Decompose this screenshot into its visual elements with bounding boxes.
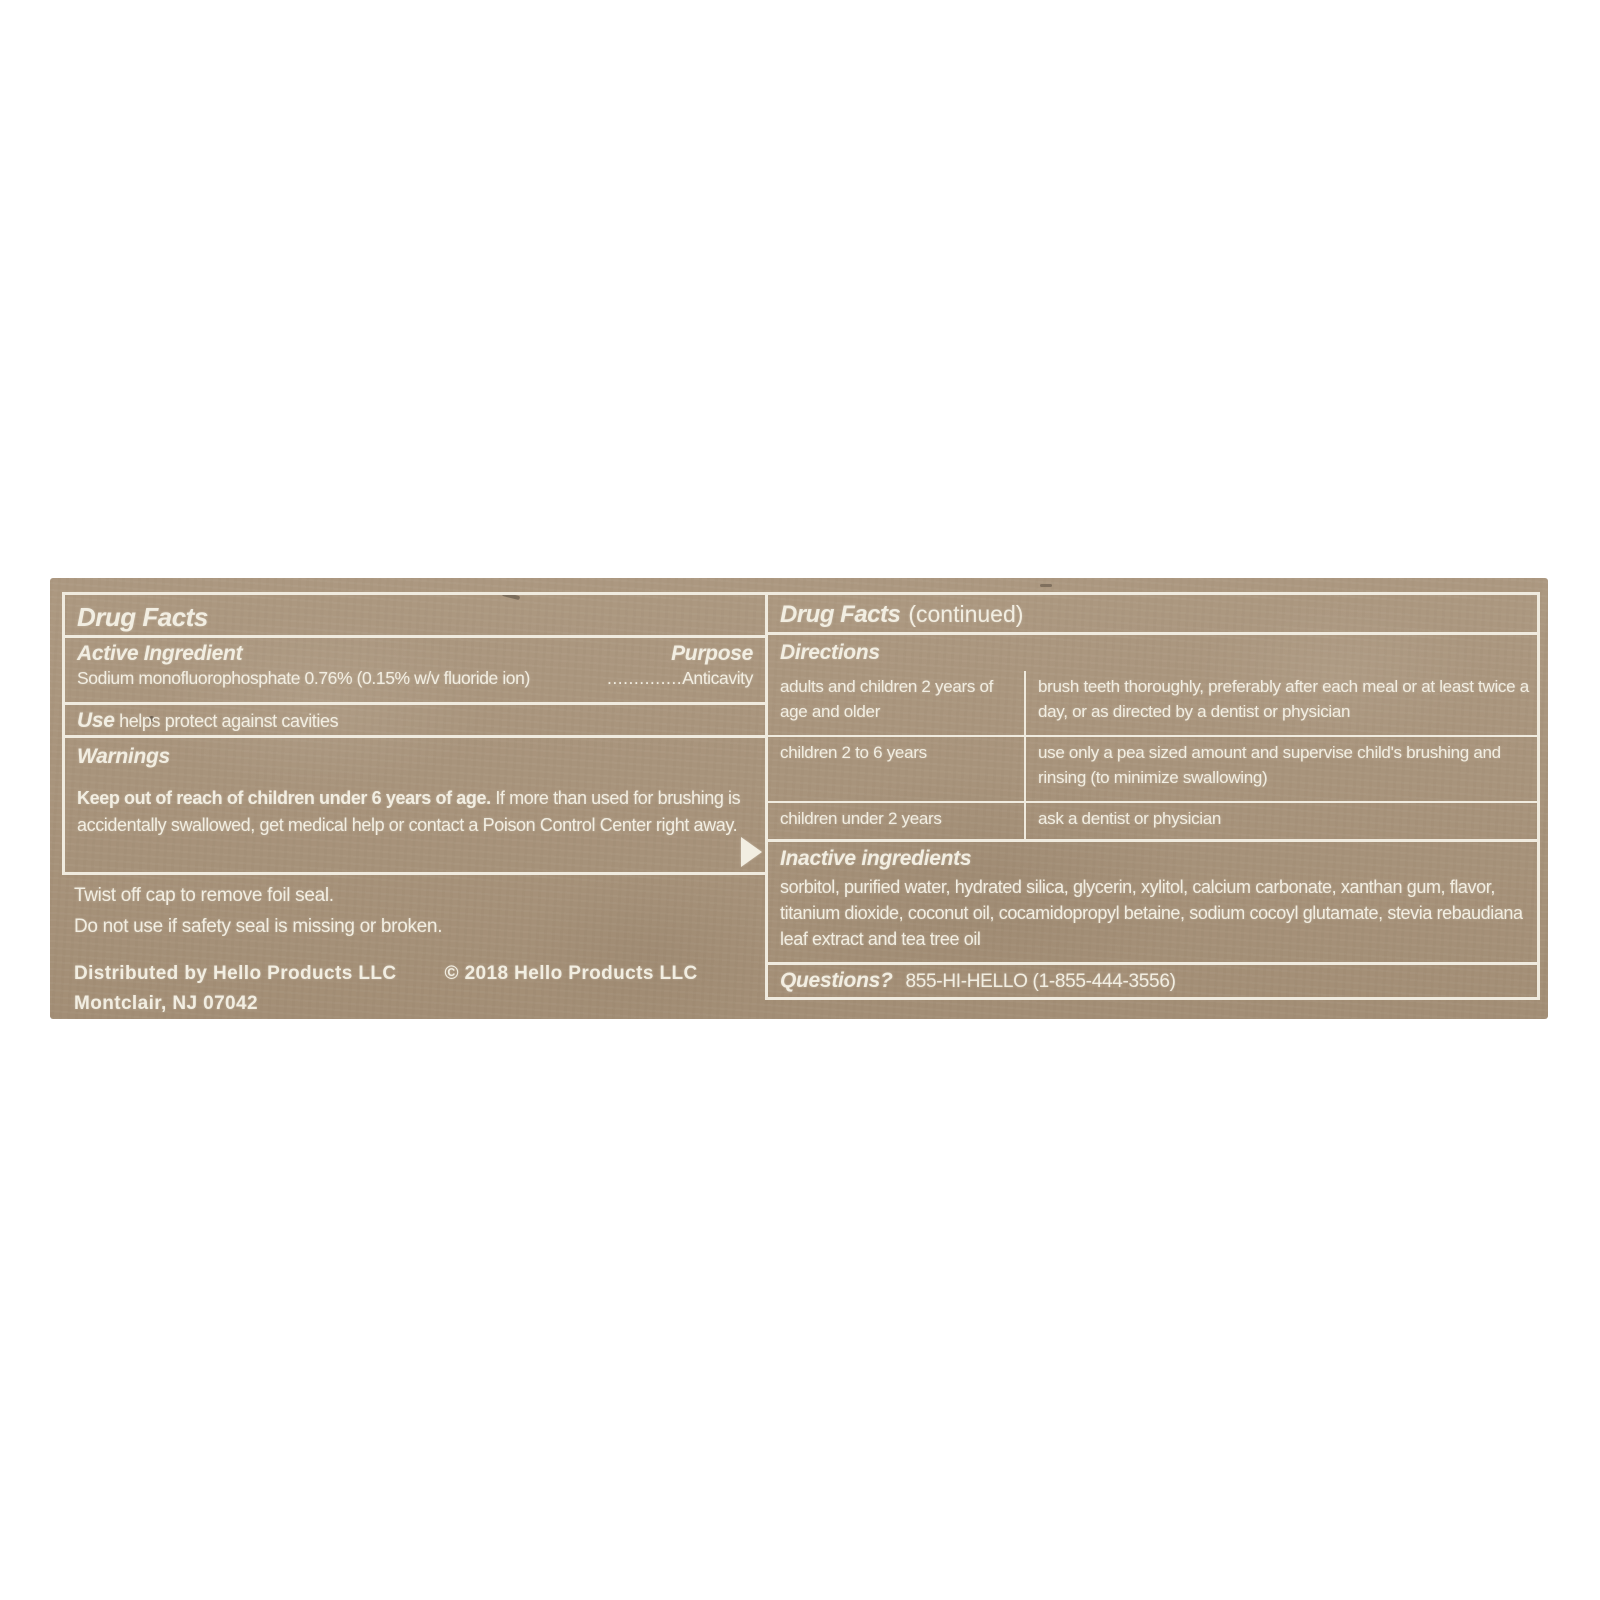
leader-dots: .............. (607, 668, 683, 688)
directions-table (768, 671, 1537, 839)
directions-age-group: children 2 to 6 years (768, 737, 1026, 801)
directions-instruction: brush teeth thoroughly, preferably after each meal or at least twice a day, or as directed by a dentist or physician (1038, 677, 1529, 721)
active-ingredient-heading: Active Ingredient (77, 642, 243, 665)
directions-instruction: use only a pea sized amount and supervise child's brushing and rinsing (to minimize swallowing) (1038, 743, 1501, 787)
use-section (65, 705, 765, 738)
continued-label: (continued) (908, 601, 1024, 627)
seal-instruction-line: Do not use if safety seal is missing or broken. (74, 916, 443, 937)
seal-instruction-line: Twist off cap to remove foil seal. (74, 885, 334, 906)
drug-facts-panel-right (765, 592, 1540, 1000)
distributor-name: Distributed by Hello Products LLC (74, 963, 397, 984)
directions-heading: Directions (780, 641, 880, 664)
copyright-text: © 2018 Hello Products LLC (444, 963, 698, 984)
cardboard-speck (1040, 584, 1052, 587)
directions-age-group: children under 2 years (768, 803, 1026, 839)
directions-instruction: ask a dentist or physician (1038, 809, 1222, 828)
distributor-info (74, 959, 774, 1019)
questions-phone: 855-HI-HELLO (1-855-444-3556) (905, 971, 1176, 992)
active-ingredient-section (65, 638, 765, 705)
questions-heading: Questions? (780, 969, 893, 992)
purpose-value: Anticavity (682, 668, 753, 688)
use-text: helps protect against cavities (119, 711, 339, 731)
left-footer-text (74, 880, 774, 1019)
drug-facts-label (50, 578, 1548, 1019)
inactive-ingredients-text: sorbitol, purified water, hydrated silica, glycerin, xylitol, calcium carbonate, xanthan gum, flavor, titanium dioxide, coconut oil, cocamidopropyl betaine, sodium cocoyl glutamate, stevia rebaudiana leaf extract and tea tree oil (780, 877, 1523, 949)
questions-section (768, 965, 1537, 997)
warnings-section (65, 738, 765, 872)
warnings-bold-text: Keep out of reach of children under 6 years of age. (77, 788, 491, 808)
drug-facts-continued-header (768, 595, 1537, 635)
drug-facts-header (65, 595, 765, 638)
inactive-ingredients-section (768, 842, 1537, 965)
directions-row (768, 735, 1537, 801)
use-heading: Use (77, 709, 115, 732)
drug-facts-continued-title: Drug Facts (780, 601, 901, 628)
directions-section (768, 635, 1537, 842)
continuation-arrow-icon (741, 837, 762, 867)
drug-facts-panel-left (62, 592, 768, 875)
distributor-address: Montclair, NJ 07042 (74, 993, 258, 1014)
active-ingredient-name: Sodium monofluorophosphate 0.76% (0.15% w/v fluoride ion) (77, 668, 530, 688)
warnings-text: If more than used for brushing is accidentally swallowed, get medical help or contact a Poison Control Center right away. (77, 788, 741, 835)
directions-row (768, 801, 1537, 839)
directions-age-group: adults and children 2 years of age and older (768, 671, 1026, 735)
purpose-heading: Purpose (671, 642, 753, 665)
drug-facts-title: Drug Facts (77, 602, 208, 632)
directions-row (768, 671, 1537, 735)
seal-instructions (74, 880, 774, 942)
warnings-heading: Warnings (77, 745, 170, 768)
inactive-ingredients-heading: Inactive ingredients (780, 847, 972, 870)
